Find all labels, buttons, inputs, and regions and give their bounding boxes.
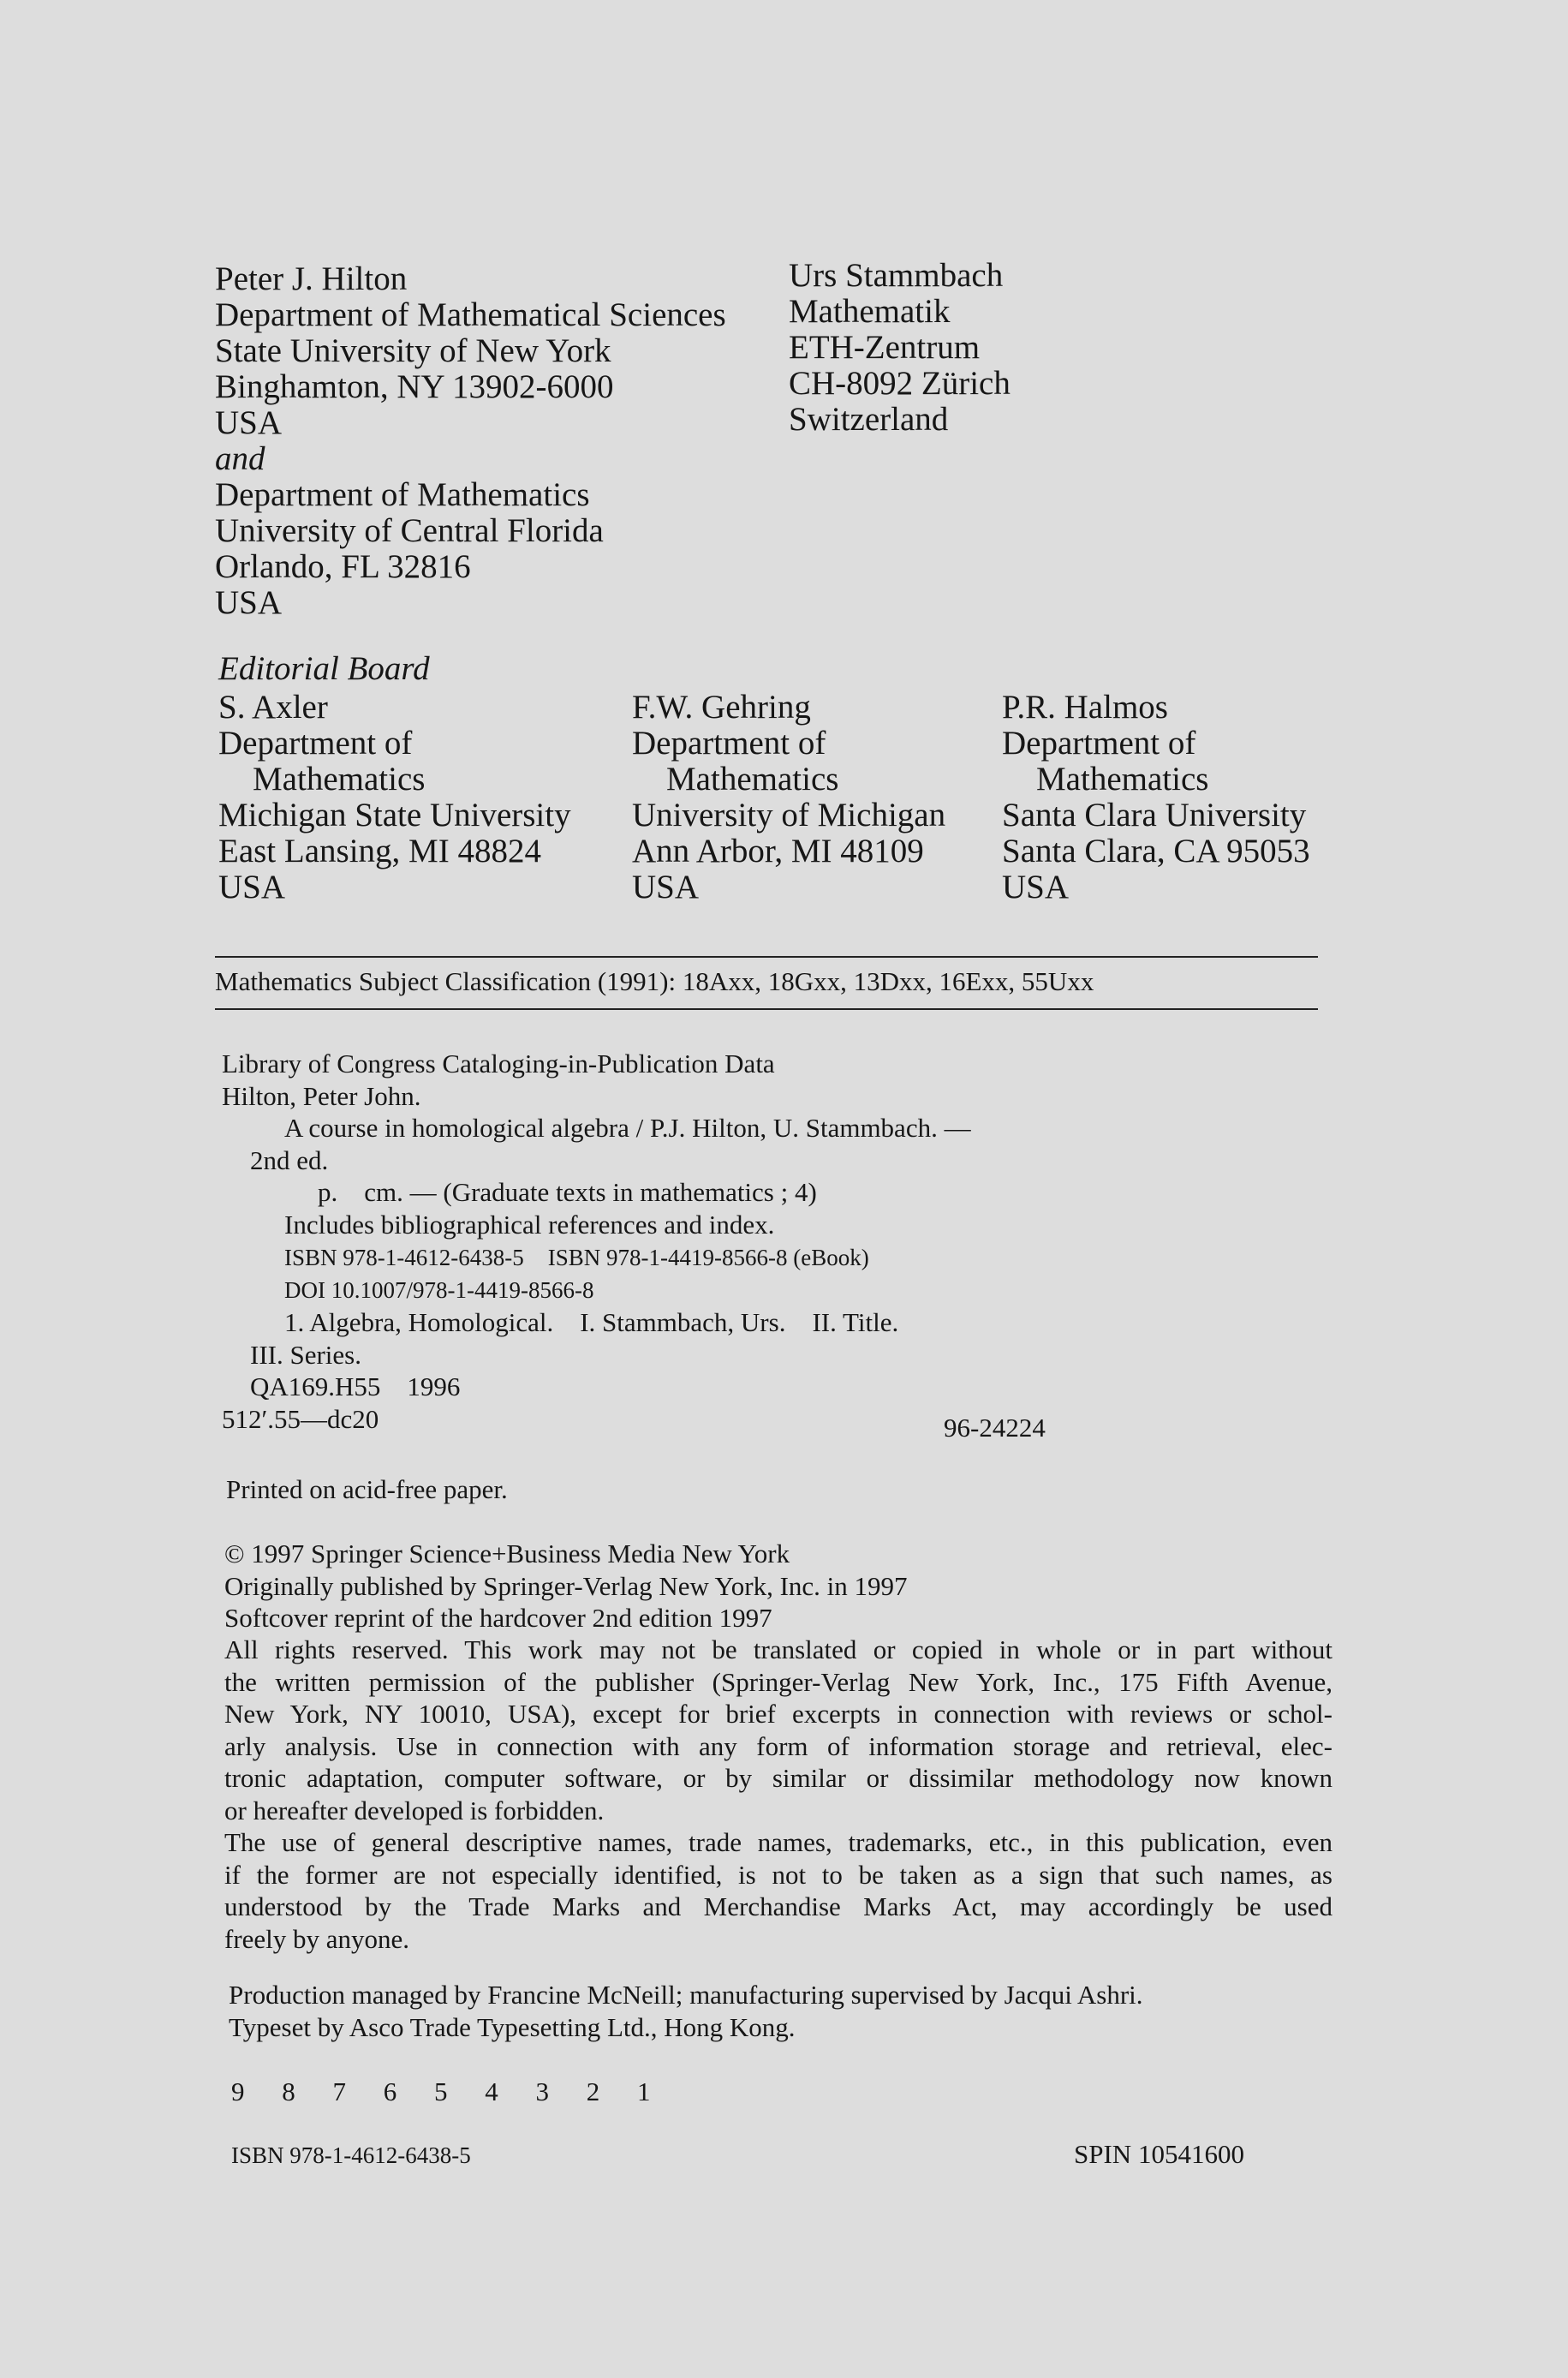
editor-city: East Lansing, MI 48824 [218,833,541,869]
rights-line: tronic adaptation, computer software, or by similar or dissimilar methodology now known [224,1763,1333,1793]
copyright-notice: © 1997 Springer Science+Business Media New York [224,1539,790,1568]
address-conjunction: and [215,440,265,477]
acid-free-note: Printed on acid-free paper. [226,1474,508,1504]
trademark-line: The use of general descriptive names, trade names, trademarks, etc., in this publication, even [224,1827,1333,1857]
cip-edition: 2nd ed. [250,1144,329,1175]
editor-department: Department of [1002,725,1196,762]
editor-city: Ann Arbor, MI 48109 [632,833,924,869]
cip-author: Hilton, Peter John. [222,1080,421,1111]
rights-line: arly analysis. Use in connection with any form of information storage and retrieval, elec- [224,1730,1333,1761]
editor-department-subject: Mathematics [253,761,426,798]
editor-university: University of Michigan [632,797,946,833]
cip-isbn-row [222,1240,971,1275]
author-department: Mathematik [789,293,951,330]
original-publisher: Originally published by Springer-Verlag New York, Inc. in 1997 [224,1570,908,1601]
editor-name: S. Axler [218,689,328,726]
cip-work: A course in homological algebra / P.J. Hilton, U. Stammbach. — [284,1113,971,1143]
author-country-2: USA [215,584,283,621]
cip-doi: DOI 10.1007/978-1-4419-8566-8 [284,1276,594,1303]
editor-university: Santa Clara University [1002,797,1307,833]
rights-line: New York, NY 10010, USA), except for brief excerpts in connection with reviews or schol- [224,1699,1333,1729]
divider-top [215,956,1318,958]
author-city: Binghamton, NY 13902-6000 [215,368,614,405]
editor-country: USA [1002,869,1070,905]
spin-number: SPIN 10541600 [1074,2139,1244,2169]
cip-data [222,1048,971,1435]
trademark-line: understood by the Trade Marks and Merchandise Marks Act, may accordingly be used [224,1891,1333,1921]
author-hilton-address [215,261,726,621]
editor-name: P.R. Halmos [1002,689,1168,726]
cip-title: Library of Congress Cataloging-in-Publication Data [222,1049,775,1078]
author-department-2: Department of Mathematics [215,476,590,513]
author-university-2: University of Central Florida [215,512,604,549]
cip-isbn-ebook: ISBN 978-1-4419-8566-8 (eBook) [547,1245,869,1270]
editor-city: Santa Clara, CA 95053 [1002,833,1310,869]
rights-statement [224,1634,1333,1955]
editor-name: F.W. Gehring [632,689,811,726]
editor-country: USA [632,869,700,905]
cip-dewey: 512′.55—dc20 [222,1403,379,1434]
editor-university: Michigan State University [218,797,571,833]
editor-department: Department of [218,725,413,762]
author-name: Peter J. Hilton [215,260,408,297]
editor-department-subject: Mathematics [666,761,839,798]
rights-line: or hereafter developed is forbidden. [224,1795,605,1825]
production-managed: Production managed by Francine McNeill; manufacturing supervised by Jacqui Ashri. [229,1980,1143,2010]
editor-halmos [1002,690,1310,905]
author-name: Urs Stammbach [789,257,1004,294]
author-department: Department of Mathematical Sciences [215,296,726,333]
trademark-line: if the former are not especially identified, is not to be taken as a sign that such names, as [224,1859,1333,1890]
author-city-2: Orlando, FL 32816 [215,548,471,585]
rights-line: All rights reserved. This work may not be translated or copied in whole or in part without [224,1634,1333,1664]
editorial-board-heading: Editorial Board [218,650,430,687]
printing-line: 9 8 7 6 5 4 3 2 1 [231,2076,666,2106]
author-university: State University of New York [215,332,611,369]
typeset-credit: Typeset by Asco Trade Typesetting Ltd., Hong Kong. [229,2011,796,2042]
subject-classification: Mathematics Subject Classification (1991): 18Axx, 18Gxx, 13Dxx, 16Exx, 55Uxx [215,966,1094,996]
cip-subjects: 1. Algebra, Homological. I. Stammbach, Urs. II. Title. [284,1307,899,1337]
production-credits [229,1979,1143,2043]
editor-axler [218,690,571,905]
editor-gehring [632,690,945,905]
rights-line: the written permission of the publisher (Springer-Verlag New York, Inc., 175 Fifth Avenue, [224,1666,1333,1697]
trademark-line: freely by anyone. [224,1923,410,1954]
author-country: USA [215,404,283,441]
editor-department-subject: Mathematics [1036,761,1209,798]
author-country: Switzerland [789,401,949,438]
editor-department: Department of [632,725,826,762]
cip-isbn-print: ISBN 978-1-4612-6438-5 [284,1245,524,1270]
cip-lc-class: QA169.H55 1996 [250,1371,461,1401]
reprint-note: Softcover reprint of the hardcover 2nd edition 1997 [224,1603,772,1633]
cip-physical: p. cm. — (Graduate texts in mathematics ; 4) [318,1177,817,1207]
divider-bottom [215,1008,1318,1010]
editor-country: USA [218,869,286,905]
author-city: CH-8092 Zürich [789,365,1011,402]
cip-series: III. Series. [250,1339,361,1370]
copyright-block [224,1538,908,1634]
cip-lccn: 96-24224 [944,1413,1046,1443]
author-stammbach-address [789,258,1011,438]
author-institute: ETH-Zentrum [789,329,981,366]
footer-isbn: ISBN 978-1-4612-6438-5 [231,2142,471,2168]
cip-notes: Includes bibliographical references and index. [284,1209,775,1240]
